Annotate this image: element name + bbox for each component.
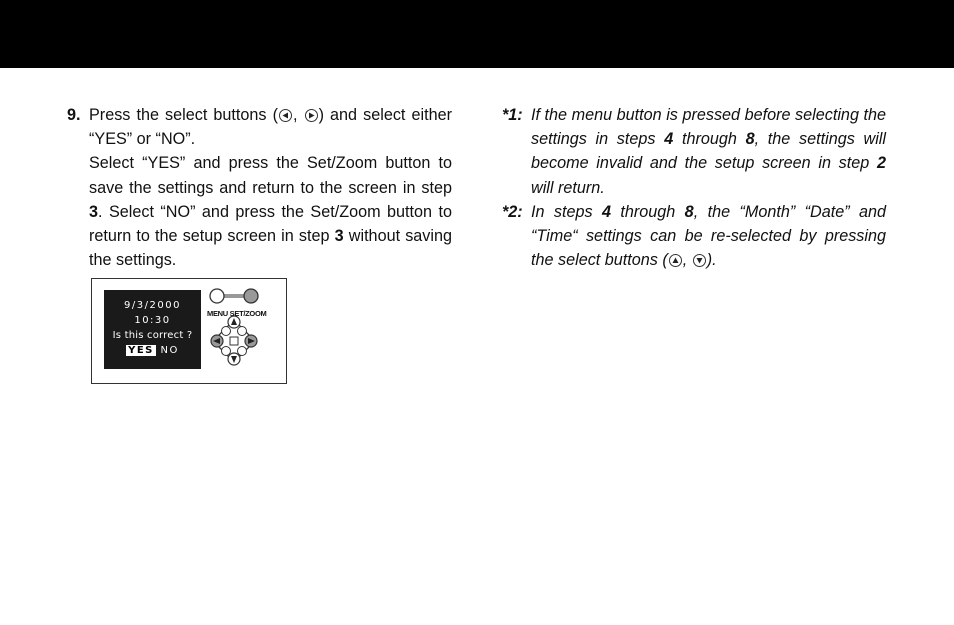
lcd-date: 9/3/2000 — [124, 300, 181, 311]
note-2 — [502, 200, 886, 273]
directional-pad-icon — [211, 316, 257, 365]
lcd-time: 10:30 — [134, 315, 171, 326]
lcd-yes-option: YES — [128, 345, 154, 356]
step-9-body — [89, 103, 452, 272]
notes-section — [502, 103, 886, 272]
camera-screen-illustration — [91, 278, 287, 384]
button-labels: MENU SET/ZOOM — [207, 309, 267, 318]
down-arrow-button-icon — [693, 254, 706, 267]
camera-controls — [207, 285, 282, 377]
lcd-question: Is this correct ? — [112, 330, 193, 341]
note-2-text: In steps 4 through 8, the “Month” “Date” and “Time“ settings can be re-selected by pressing the select buttons ( , ). — [531, 202, 886, 270]
note-1-text: If the menu button is pressed before selecting the settings in steps 4 through 8, the settings will become invalid and the setup screen in step 2 will return. — [531, 106, 886, 197]
up-arrow-button-icon — [669, 254, 682, 267]
lcd-screen — [104, 290, 201, 369]
step-9-paragraph-2: Select “YES” and press the Set/Zoom button to save the settings and return to the screen in step 3. Select “NO” and press the Set/Zoom button to return to the setup screen in step 3 without saving the settings. — [89, 154, 452, 270]
header-bar — [0, 0, 954, 68]
left-arrow-button-icon — [279, 109, 292, 122]
step-9-section — [67, 103, 452, 272]
step-number: 9. — [67, 106, 81, 124]
right-arrow-button-icon — [305, 109, 318, 122]
set-zoom-button-icon — [244, 289, 258, 303]
menu-button-icon — [210, 289, 224, 303]
control-buttons-diagram — [207, 285, 282, 377]
lcd-options — [104, 343, 201, 358]
note-2-marker: *2: — [502, 202, 523, 221]
note-1 — [502, 103, 886, 200]
step-9-paragraph-1: Press the select buttons ( , ) and select either “YES” or “NO”. — [89, 106, 453, 149]
note-1-marker: *1: — [502, 106, 523, 124]
lcd-no-option: NO — [160, 345, 179, 356]
